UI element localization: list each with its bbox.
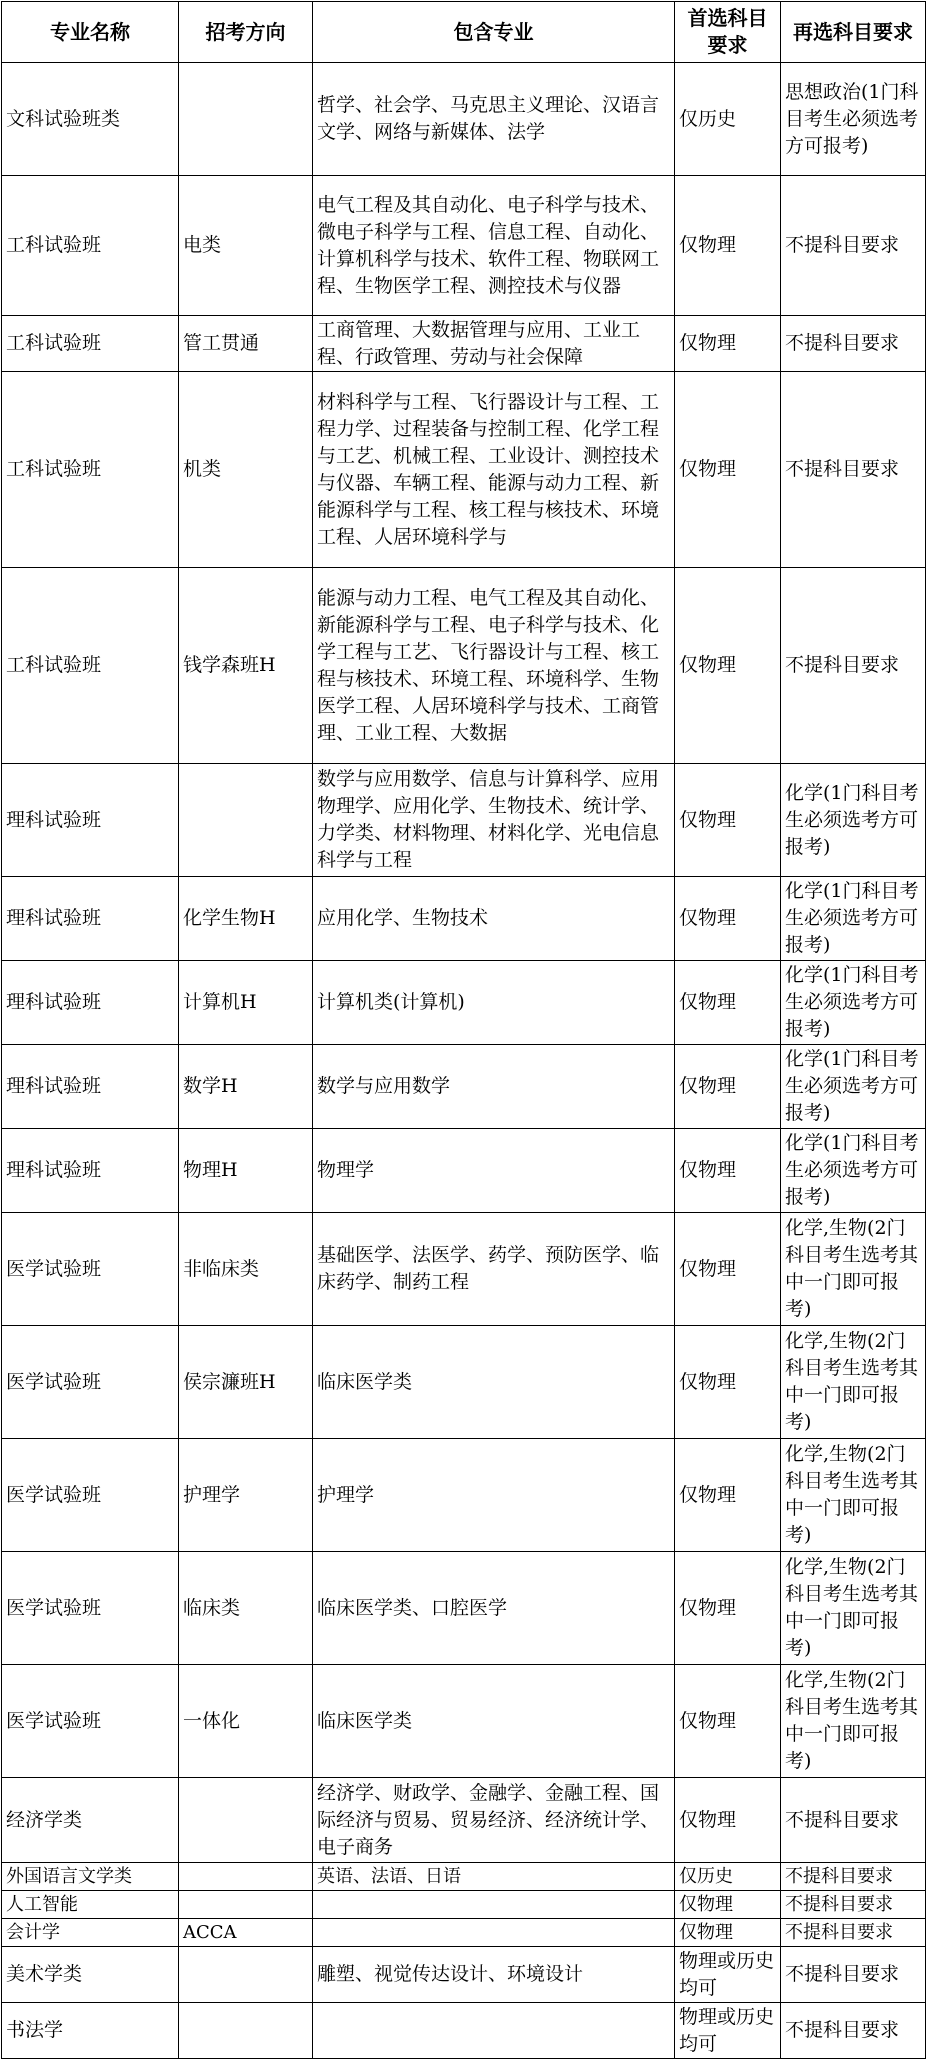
header-major-name: 专业名称 xyxy=(2,2,179,63)
cell-majors xyxy=(313,2003,675,2059)
cell-first: 仅物理 xyxy=(675,1919,781,1947)
cell-first: 仅物理 xyxy=(675,1778,781,1863)
table-row xyxy=(2,1213,926,1326)
cell-first: 仅物理 xyxy=(675,1439,781,1552)
table-row xyxy=(2,372,926,568)
subject-requirements-table xyxy=(1,1,926,2059)
cell-name: 医学试验班 xyxy=(2,1439,179,1552)
cell-majors xyxy=(313,1891,675,1919)
cell-second: 不提科目要求 xyxy=(781,2003,926,2059)
cell-majors: 临床医学类 xyxy=(313,1665,675,1778)
cell-name: 工科试验班 xyxy=(2,372,179,568)
header-direction: 招考方向 xyxy=(179,2,313,63)
cell-direction: 物理H xyxy=(179,1129,313,1213)
cell-direction xyxy=(179,1891,313,1919)
cell-name: 人工智能 xyxy=(2,1891,179,1919)
cell-majors: 护理学 xyxy=(313,1439,675,1552)
cell-first: 仅物理 xyxy=(675,1326,781,1439)
cell-direction: 电类 xyxy=(179,176,313,316)
table-row xyxy=(2,877,926,961)
table-row xyxy=(2,764,926,877)
cell-majors: 材料科学与工程、飞行器设计与工程、工程力学、过程装备与控制工程、化学工程与工艺、机械工程、工业设计、测控技术与仪器、车辆工程、能源与动力工程、新能源科学与工程、核工程与核技术、环境工程、人居环境科学与 xyxy=(313,372,675,568)
cell-name: 医学试验班 xyxy=(2,1552,179,1665)
cell-first: 仅物理 xyxy=(675,961,781,1045)
cell-name: 医学试验班 xyxy=(2,1326,179,1439)
cell-first: 仅物理 xyxy=(675,877,781,961)
cell-majors xyxy=(313,1919,675,1947)
cell-direction: 化学生物H xyxy=(179,877,313,961)
header-included-majors: 包含专业 xyxy=(313,2,675,63)
cell-second: 不提科目要求 xyxy=(781,372,926,568)
cell-name: 理科试验班 xyxy=(2,1045,179,1129)
cell-majors: 计算机类(计算机) xyxy=(313,961,675,1045)
cell-direction: 管工贯通 xyxy=(179,316,313,372)
cell-name: 书法学 xyxy=(2,2003,179,2059)
table-row xyxy=(2,2003,926,2059)
cell-first: 仅历史 xyxy=(675,63,781,176)
cell-second: 化学(1门科目考生必须选考方可报考) xyxy=(781,877,926,961)
cell-second: 化学(1门科目考生必须选考方可报考) xyxy=(781,961,926,1045)
cell-first: 物理或历史均可 xyxy=(675,1947,781,2003)
table-row xyxy=(2,1919,926,1947)
cell-direction: 计算机H xyxy=(179,961,313,1045)
cell-first: 仅物理 xyxy=(675,1213,781,1326)
cell-name: 理科试验班 xyxy=(2,764,179,877)
table-row xyxy=(2,961,926,1045)
cell-majors: 临床医学类、口腔医学 xyxy=(313,1552,675,1665)
cell-second: 化学,生物(2门科目考生选考其中一门即可报考) xyxy=(781,1213,926,1326)
cell-majors: 经济学、财政学、金融学、金融工程、国际经济与贸易、贸易经济、经济统计学、电子商务 xyxy=(313,1778,675,1863)
cell-direction xyxy=(179,1778,313,1863)
header-second-subject: 再选科目要求 xyxy=(781,2,926,63)
table-row xyxy=(2,1326,926,1439)
cell-name: 经济学类 xyxy=(2,1778,179,1863)
table-row xyxy=(2,316,926,372)
cell-second: 思想政治(1门科目考生必须选考方可报考) xyxy=(781,63,926,176)
table-row xyxy=(2,568,926,764)
cell-name: 工科试验班 xyxy=(2,316,179,372)
cell-first: 物理或历史均可 xyxy=(675,2003,781,2059)
table-row xyxy=(2,1129,926,1213)
cell-first: 仅历史 xyxy=(675,1863,781,1891)
table-row xyxy=(2,1552,926,1665)
cell-majors: 物理学 xyxy=(313,1129,675,1213)
cell-first: 仅物理 xyxy=(675,1045,781,1129)
cell-name: 理科试验班 xyxy=(2,877,179,961)
cell-direction: 数学H xyxy=(179,1045,313,1129)
cell-first: 仅物理 xyxy=(675,1891,781,1919)
cell-second: 不提科目要求 xyxy=(781,1863,926,1891)
cell-second: 化学,生物(2门科目考生选考其中一门即可报考) xyxy=(781,1326,926,1439)
cell-direction: 非临床类 xyxy=(179,1213,313,1326)
cell-name: 会计学 xyxy=(2,1919,179,1947)
cell-direction xyxy=(179,2003,313,2059)
table-row xyxy=(2,63,926,176)
cell-first: 仅物理 xyxy=(675,316,781,372)
cell-direction: ACCA xyxy=(179,1919,313,1947)
cell-direction: 护理学 xyxy=(179,1439,313,1552)
cell-first: 仅物理 xyxy=(675,1552,781,1665)
cell-name: 医学试验班 xyxy=(2,1665,179,1778)
cell-name: 美术学类 xyxy=(2,1947,179,2003)
cell-direction: 临床类 xyxy=(179,1552,313,1665)
cell-second: 化学(1门科目考生必须选考方可报考) xyxy=(781,1045,926,1129)
cell-majors: 基础医学、法医学、药学、预防医学、临床药学、制药工程 xyxy=(313,1213,675,1326)
cell-second: 化学(1门科目考生必须选考方可报考) xyxy=(781,1129,926,1213)
cell-name: 理科试验班 xyxy=(2,1129,179,1213)
cell-majors: 数学与应用数学、信息与计算科学、应用物理学、应用化学、生物技术、统计学、力学类、材料物理、材料化学、光电信息科学与工程 xyxy=(313,764,675,877)
cell-direction: 一体化 xyxy=(179,1665,313,1778)
table-row xyxy=(2,1439,926,1552)
table-row xyxy=(2,1947,926,2003)
cell-first: 仅物理 xyxy=(675,764,781,877)
table-row xyxy=(2,1778,926,1863)
cell-second: 化学(1门科目考生必须选考方可报考) xyxy=(781,764,926,877)
cell-majors: 英语、法语、日语 xyxy=(313,1863,675,1891)
cell-first: 仅物理 xyxy=(675,1665,781,1778)
cell-direction xyxy=(179,1863,313,1891)
cell-second: 化学,生物(2门科目考生选考其中一门即可报考) xyxy=(781,1552,926,1665)
cell-direction xyxy=(179,63,313,176)
cell-name: 医学试验班 xyxy=(2,1213,179,1326)
cell-majors: 雕塑、视觉传达设计、环境设计 xyxy=(313,1947,675,2003)
cell-majors: 电气工程及其自动化、电子科学与技术、微电子科学与工程、信息工程、自动化、计算机科学与技术、软件工程、物联网工程、生物医学工程、测控技术与仪器 xyxy=(313,176,675,316)
cell-first: 仅物理 xyxy=(675,1129,781,1213)
table-row xyxy=(2,176,926,316)
table-row xyxy=(2,1863,926,1891)
cell-second: 不提科目要求 xyxy=(781,1947,926,2003)
header-first-subject: 首选科目要求 xyxy=(675,2,781,63)
header-row xyxy=(2,2,926,63)
cell-majors: 临床医学类 xyxy=(313,1326,675,1439)
cell-second: 化学,生物(2门科目考生选考其中一门即可报考) xyxy=(781,1439,926,1552)
cell-first: 仅物理 xyxy=(675,372,781,568)
table-row xyxy=(2,1891,926,1919)
cell-majors: 工商管理、大数据管理与应用、工业工程、行政管理、劳动与社会保障 xyxy=(313,316,675,372)
cell-direction: 钱学森班H xyxy=(179,568,313,764)
cell-majors: 能源与动力工程、电气工程及其自动化、新能源科学与工程、电子科学与技术、化学工程与工艺、飞行器设计与工程、核工程与核技术、环境工程、环境科学、生物医学工程、人居环境科学与技术、工商管理、工业工程、大数据 xyxy=(313,568,675,764)
cell-first: 仅物理 xyxy=(675,568,781,764)
cell-second: 不提科目要求 xyxy=(781,568,926,764)
cell-direction: 机类 xyxy=(179,372,313,568)
cell-name: 理科试验班 xyxy=(2,961,179,1045)
cell-second: 化学,生物(2门科目考生选考其中一门即可报考) xyxy=(781,1665,926,1778)
cell-majors: 哲学、社会学、马克思主义理论、汉语言文学、网络与新媒体、法学 xyxy=(313,63,675,176)
cell-second: 不提科目要求 xyxy=(781,316,926,372)
table-row xyxy=(2,1045,926,1129)
cell-majors: 数学与应用数学 xyxy=(313,1045,675,1129)
cell-direction xyxy=(179,1947,313,2003)
table-row xyxy=(2,1665,926,1778)
cell-majors: 应用化学、生物技术 xyxy=(313,877,675,961)
cell-name: 工科试验班 xyxy=(2,568,179,764)
cell-second: 不提科目要求 xyxy=(781,1778,926,1863)
cell-direction: 侯宗濂班H xyxy=(179,1326,313,1439)
cell-name: 文科试验班类 xyxy=(2,63,179,176)
cell-first: 仅物理 xyxy=(675,176,781,316)
cell-second: 不提科目要求 xyxy=(781,1919,926,1947)
cell-second: 不提科目要求 xyxy=(781,1891,926,1919)
cell-name: 工科试验班 xyxy=(2,176,179,316)
cell-name: 外国语言文学类 xyxy=(2,1863,179,1891)
cell-direction xyxy=(179,764,313,877)
cell-second: 不提科目要求 xyxy=(781,176,926,316)
